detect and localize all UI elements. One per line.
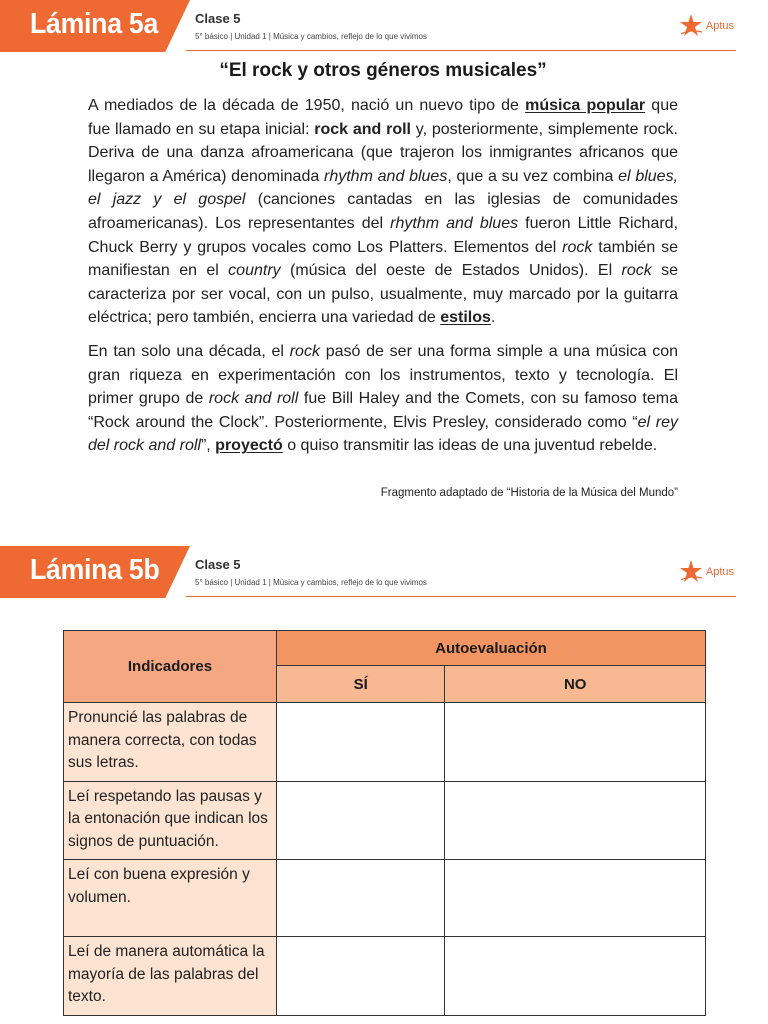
table-row xyxy=(64,860,706,937)
star-burst-icon xyxy=(678,13,704,39)
lamina-label: Lámina 5a xyxy=(30,8,159,40)
no-checkbox-cell[interactable] xyxy=(445,703,706,782)
logo-text: Aptus xyxy=(705,566,734,578)
header-yes: SÍ xyxy=(277,666,445,703)
class-title: Clase 5 xyxy=(195,557,241,572)
indicator-cell: Leí respetando las pausas y la entonación que indican los signos de puntuación. xyxy=(64,781,277,860)
aptus-logo xyxy=(678,558,734,586)
header-lamina-5b xyxy=(0,546,768,602)
self-evaluation-table xyxy=(63,630,706,1016)
vocab-estilos: estilos xyxy=(440,309,491,327)
source-citation: Fragmento adaptado de “Historia de la Música del Mundo” xyxy=(380,487,678,499)
class-subtitle: 5° básico | Unidad 1 | Música y cambios, reflejo de lo que vivimos xyxy=(195,578,427,587)
table-row xyxy=(64,703,706,782)
indicator-cell: Pronuncié las palabras de manera correcta, con todas sus letras. xyxy=(64,703,277,782)
header-indicators: Indicadores xyxy=(64,631,277,703)
paragraph-2: En tan solo una década, el rock pasó de ser una forma simple a una música con gran riqueza en experimentación con los instrumentos, texto y tecnología. El primer grupo de rock and roll fue Bill Haley and the Comets, con su famoso tema “Rock around the Clock”. Posteriormente, Elvis Presley, considerado como “el rey del rock and roll”, proyectó o quiso transmitir las ideas de una juventud rebelde. xyxy=(88,343,679,455)
header-divider xyxy=(186,596,736,597)
vocab-proyecto: proyectó xyxy=(215,437,283,455)
star-burst-icon xyxy=(678,559,704,585)
yes-checkbox-cell[interactable] xyxy=(277,937,445,1016)
yes-checkbox-cell[interactable] xyxy=(277,703,445,782)
no-checkbox-cell[interactable] xyxy=(445,860,706,937)
yes-checkbox-cell[interactable] xyxy=(277,781,445,860)
header-no: NO xyxy=(445,666,706,703)
reading-title: “El rock y otros géneros musicales” xyxy=(219,60,547,81)
paragraph-1: A mediados de la década de 1950, nació un nuevo tipo de música popular que fue llamado en su etapa inicial: rock and roll y, posteriormente, simplemente rock. Deriva de una danza afroamericana (que trajeron los inmigrantes africanos que llegaron a América) denominada rhythm and blues, que a su vez combina el blues, el jazz y el gospel (canciones cantadas en las iglesias de comunidades afroamericanas). Los representantes del rhythm and blues fueron Little Richard, Chuck Berry y grupos vocales como Los Platters. Elementos del rock también se manifiestan en el country (música del oeste de Estados Unidos). El rock se caracteriza por ser vocal, con un pulso, usualmente, muy marcado por la guitarra eléctrica; pero también, encierra una variedad de estilos. xyxy=(88,97,679,327)
table-row xyxy=(64,781,706,860)
class-title: Clase 5 xyxy=(195,11,241,26)
indicator-cell: Leí con buena expresión y volumen. xyxy=(64,860,277,937)
lamina-label: Lámina 5b xyxy=(30,554,160,586)
no-checkbox-cell[interactable] xyxy=(445,937,706,1016)
reading-section xyxy=(88,0,678,520)
header-self-evaluation: Autoevaluación xyxy=(277,631,706,666)
table-row xyxy=(64,937,706,1016)
term-rock-and-roll: rock and roll xyxy=(314,120,411,138)
no-checkbox-cell[interactable] xyxy=(445,781,706,860)
indicator-cell: Leí de manera automática la mayoría de las palabras del texto. xyxy=(64,937,277,1016)
logo-text: Aptus xyxy=(705,20,734,32)
aptus-logo xyxy=(678,12,734,40)
class-subtitle: 5° básico | Unidad 1 | Música y cambios, reflejo de lo que vivimos xyxy=(195,32,427,41)
yes-checkbox-cell[interactable] xyxy=(277,860,445,937)
vocab-musica-popular: música popular xyxy=(525,97,646,114)
